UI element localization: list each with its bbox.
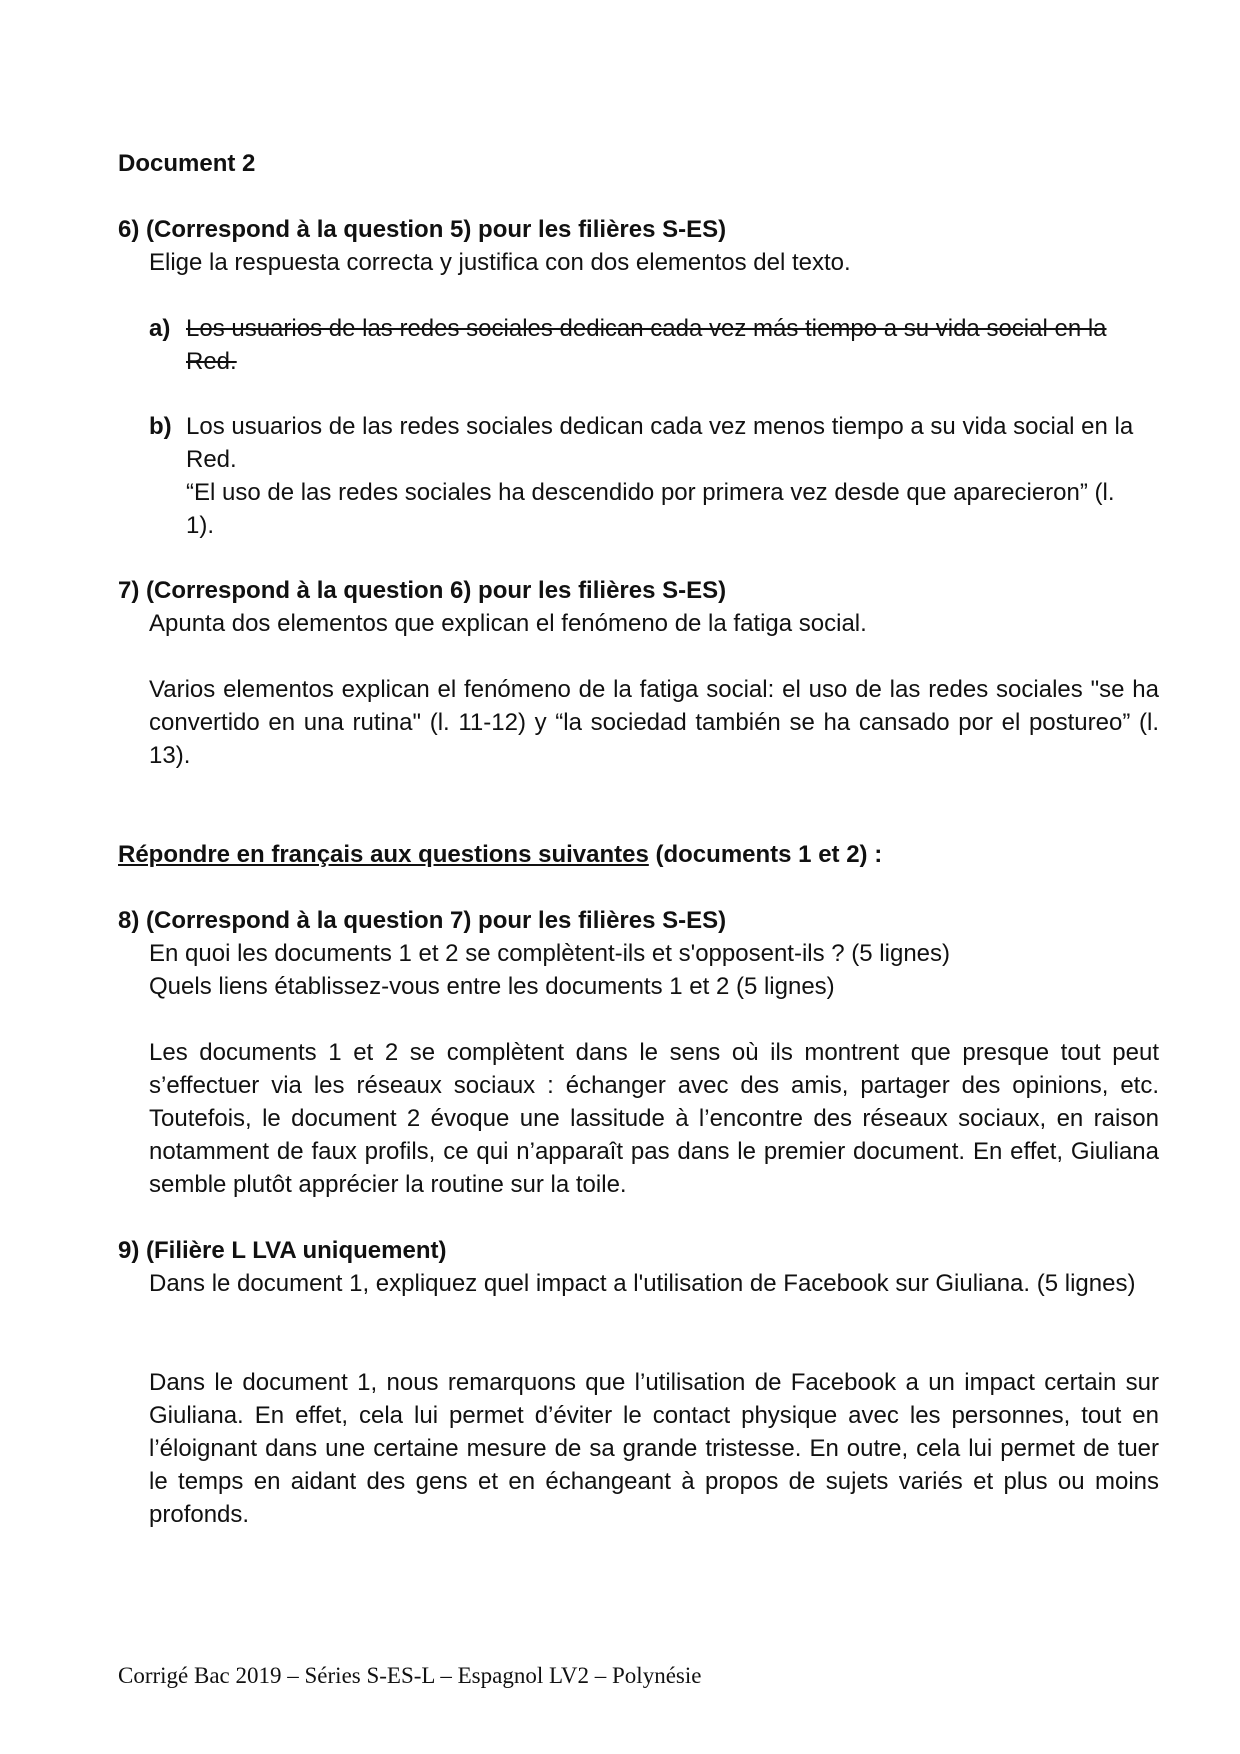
q7-heading: 7) (Correspond à la question 6) pour les filières S-ES) [118,577,727,604]
q6-option-a-label: a) [149,315,171,342]
q6-option-b-text: Los usuarios de las redes sociales dedican cada vez menos tiempo a su vida social en la Red. [186,413,1134,473]
q7-prompt: Apunta dos elementos que explican el fenómeno de la fatiga social. [149,610,867,637]
q6-option-a [149,312,1134,378]
q6-prompt: Elige la respuesta correcta y justifica con dos elementos del texto. [149,249,851,276]
section-heading-rest: (documents 1 et 2) : [648,841,883,868]
page-footer: Corrigé Bac 2019 – Séries S-ES-L – Espagnol LV2 – Polynésie [118,1663,702,1688]
section-heading [118,838,1128,871]
q9-answer: Dans le document 1, nous remarquons que l’utilisation de Facebook a un impact certain sur Giuliana. En effet, cela lui permet d’éviter le contact physique avec les personnes, tout en l’éloignant dans une certaine mesure de sa grande tristesse. En outre, cela lui permet de tuer le temps en aidant des gens et en échangeant à propos de sujets variés et plus ou moins profonds. [149,1369,1159,1528]
q8-prompt-1: En quoi les documents 1 et 2 se complètent-ils et s'opposent-ils ? (5 lignes) [149,940,950,967]
q8-prompt-2: Quels liens établissez-vous entre les documents 1 et 2 (5 lignes) [149,973,835,1000]
q6-option-b [149,410,1134,542]
document-title: Document 2 [118,150,256,177]
q6-option-b-label: b) [149,413,172,440]
q6-heading: 6) (Correspond à la question 5) pour les filières S-ES) [118,216,727,243]
q9-prompt: Dans le document 1, expliquez quel impact a l'utilisation de Facebook sur Giuliana. (5 lignes) [149,1270,1136,1297]
q8-heading: 8) (Correspond à la question 7) pour les filières S-ES) [118,907,727,934]
q6-option-a-text: Los usuarios de las redes sociales dedican cada vez más tiempo a su vida social en la Red. [186,315,1107,375]
q8-answer: Les documents 1 et 2 se complètent dans le sens où ils montrent que presque tout peut s’effectuer via les réseaux sociaux : échanger avec des amis, partager des opinions, etc. Toutefois, le document 2 évoque une lassitude à l’encontre des réseaux sociaux, en raison notamment de faux profils, ce qui n’apparaît pas dans le premier document. En effet, Giuliana semble plutôt apprécier la routine sur la toile. [149,1039,1159,1198]
q9-heading: 9) (Filière L LVA uniquement) [118,1237,447,1264]
section-heading-underlined: Répondre en français aux questions suivantes [118,841,649,868]
q6-option-b-quote: “El uso de las redes sociales ha descendido por primera vez desde que aparecieron” (l. 1). [186,479,1115,539]
q7-answer: Varios elementos explican el fenómeno de la fatiga social: el uso de las redes sociales "se ha convertido en una rutina" (l. 11-12) y “la sociedad también se ha cansado por el postureo” (l. 13). [149,676,1159,769]
